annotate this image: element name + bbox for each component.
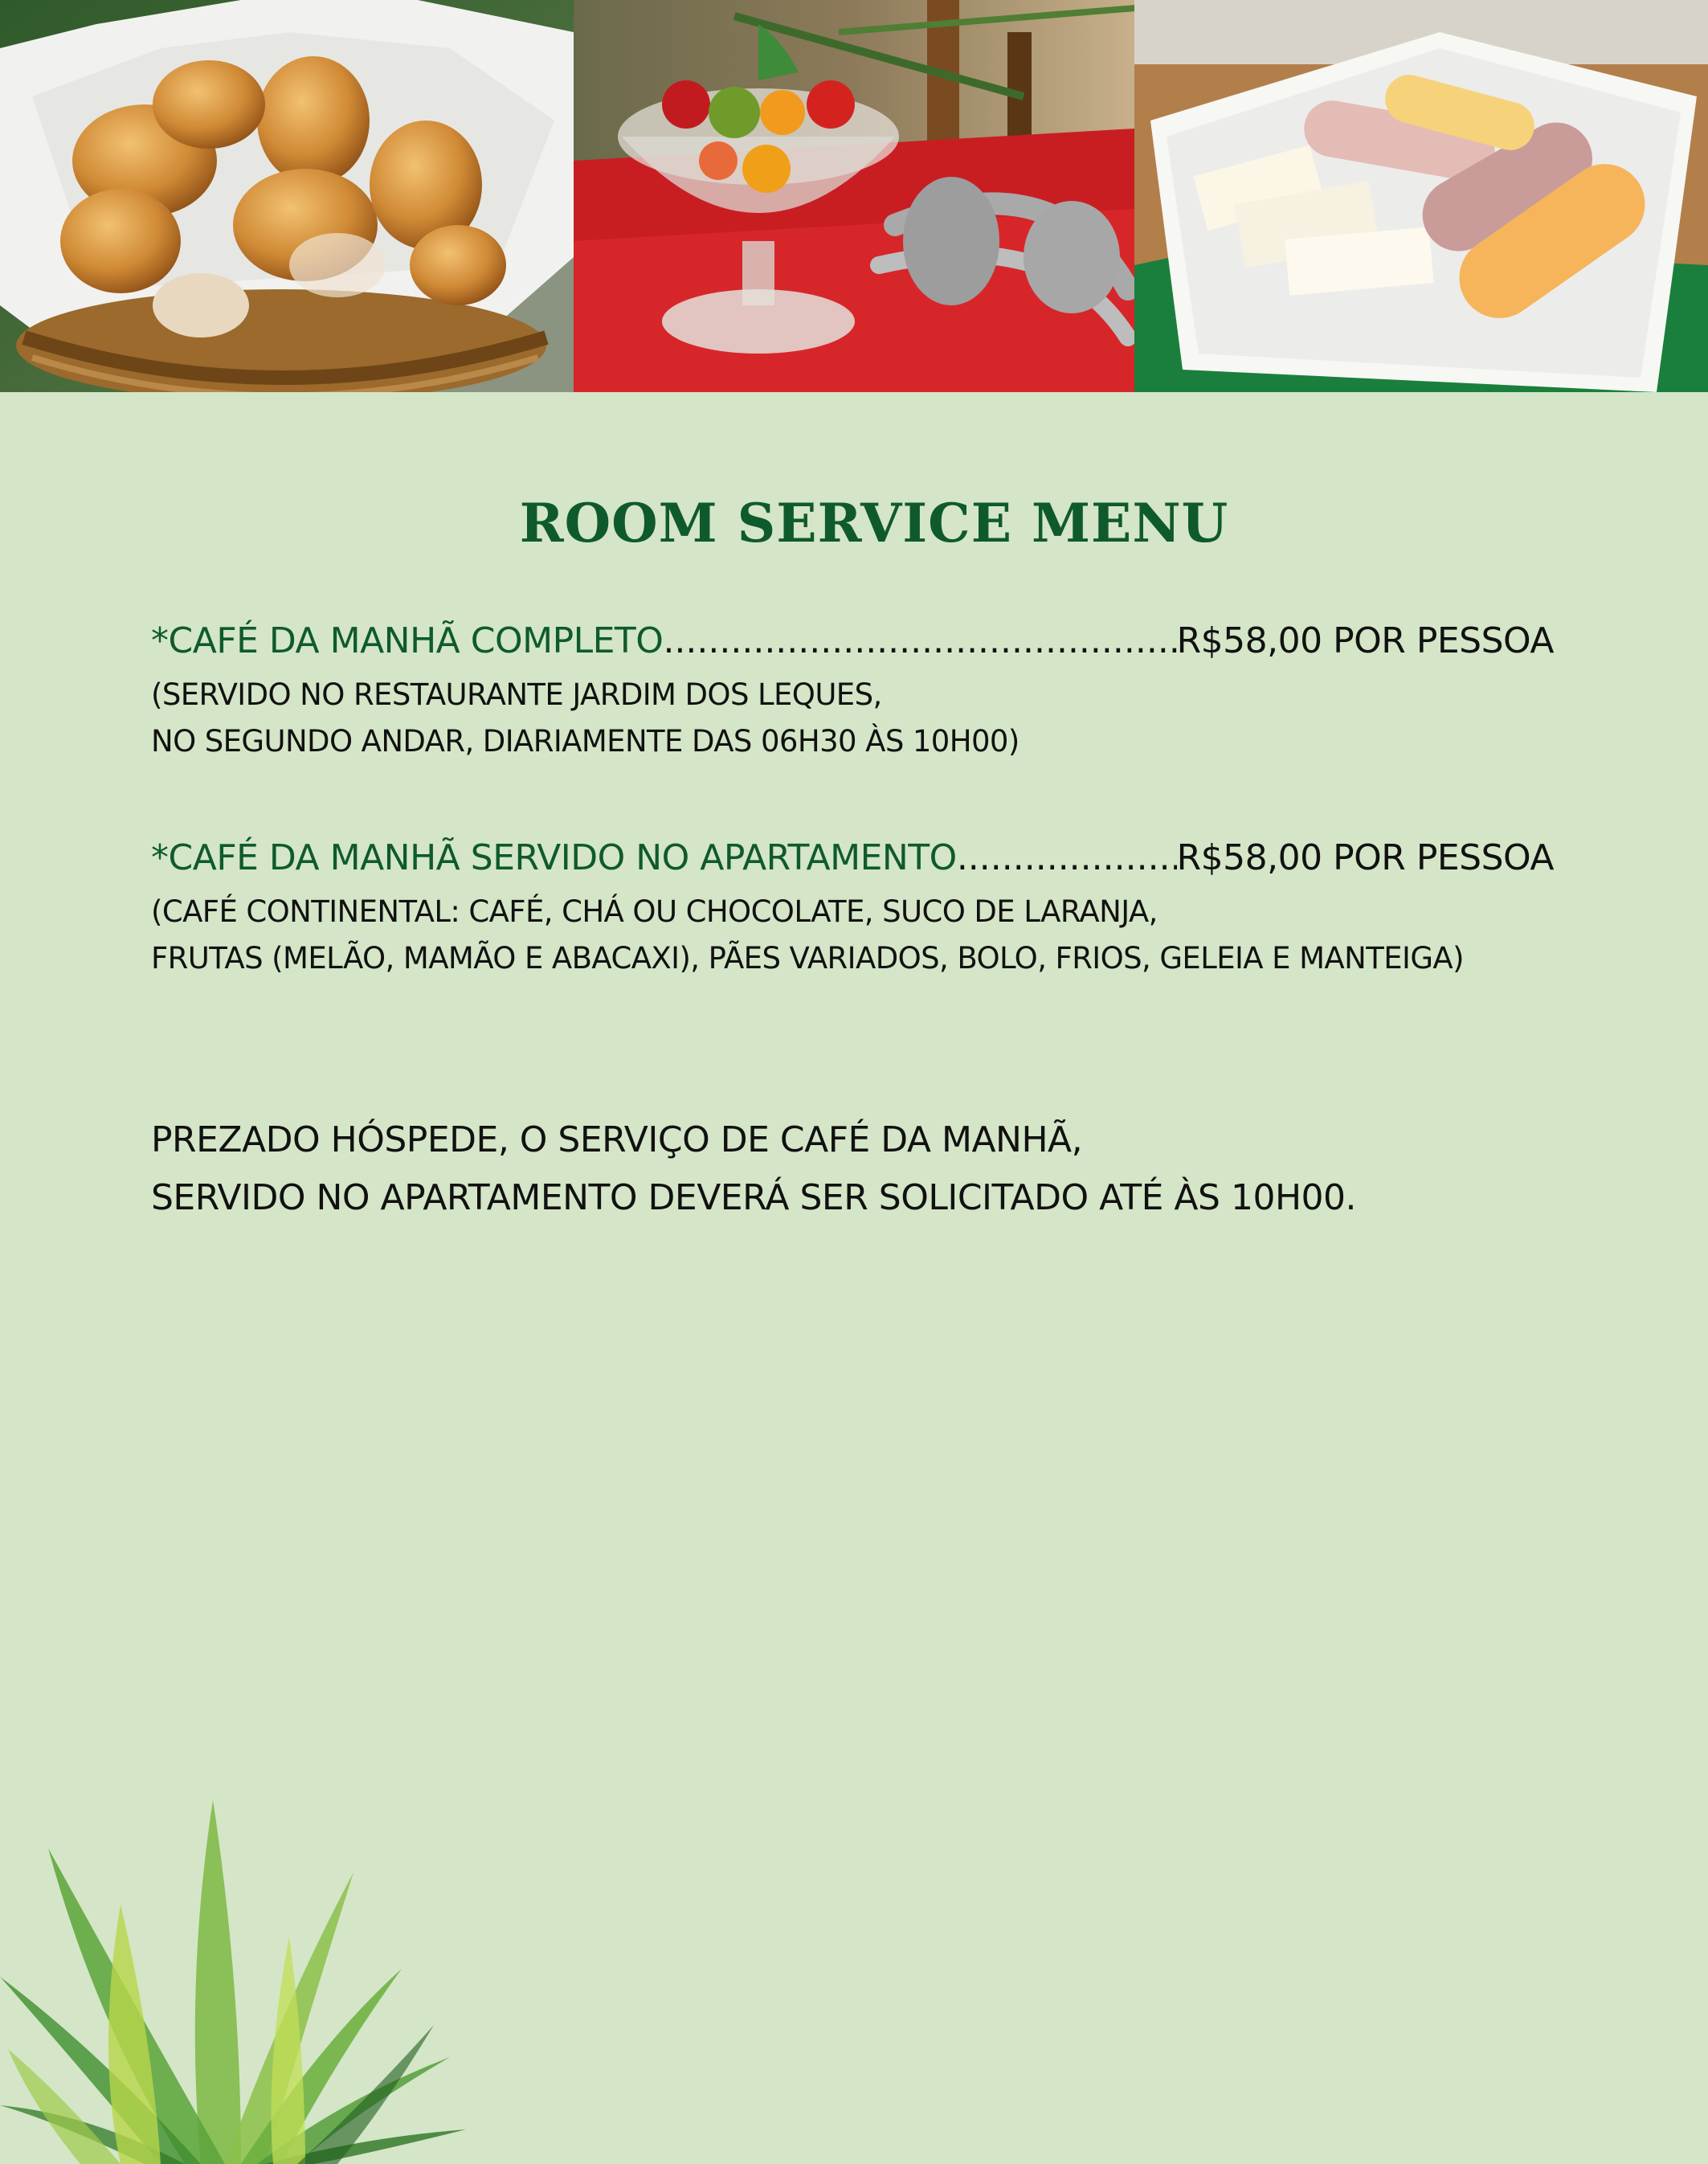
menu-item-line xyxy=(151,837,1554,881)
notice-line: SERVIDO NO APARTAMENTO DEVERÁ SER SOLICITADO ATÉ ÀS 10H00. xyxy=(151,1177,1356,1218)
description-line: NO SEGUNDO ANDAR, DIARIAMENTE DAS 06H30 ÀS 10H00) xyxy=(151,724,1019,759)
menu-item-room-breakfast xyxy=(151,837,1554,982)
menu-item-full-breakfast xyxy=(151,620,1554,765)
decorative-plant-illustration xyxy=(0,1784,466,2164)
menu-item-name: *CAFÉ DA MANHÃ COMPLETO xyxy=(151,620,664,661)
menu-item-description xyxy=(151,672,1554,765)
description-line: FRUTAS (MELÃO, MAMÃO E ABACAXI), PÃES VARIADOS, BOLO, FRIOS, GELEIA E MANTEIGA) xyxy=(151,941,1464,976)
fruit-salad-photo xyxy=(574,0,1134,392)
menu-title: ROOM SERVICE MENU xyxy=(519,492,1229,554)
description-line: (SERVIDO NO RESTAURANTE JARDIM DOS LEQUES, xyxy=(151,677,882,712)
menu-item-price: R$58,00 POR PESSOA xyxy=(1176,620,1554,661)
menu-item-description xyxy=(151,889,1554,982)
menu-item-line xyxy=(151,620,1554,664)
dot-leader xyxy=(957,837,1177,881)
description-line: (CAFÉ CONTINENTAL: CAFÉ, CHÁ OU CHOCOLATE, SUCO DE LARANJA, xyxy=(151,894,1158,929)
notice-line: PREZADO HÓSPEDE, O SERVIÇO DE CAFÉ DA MANHÃ, xyxy=(151,1119,1083,1160)
menu-item-price: R$58,00 POR PESSOA xyxy=(1176,837,1554,878)
dot-leader xyxy=(663,620,1176,664)
cold-cuts-photo xyxy=(1134,0,1708,392)
header-photo-strip xyxy=(0,0,1708,392)
menu-item-name: *CAFÉ DA MANHÃ SERVIDO NO APARTAMENTO xyxy=(151,837,957,878)
bread-basket-photo xyxy=(0,0,574,392)
guest-notice xyxy=(151,1111,1356,1227)
